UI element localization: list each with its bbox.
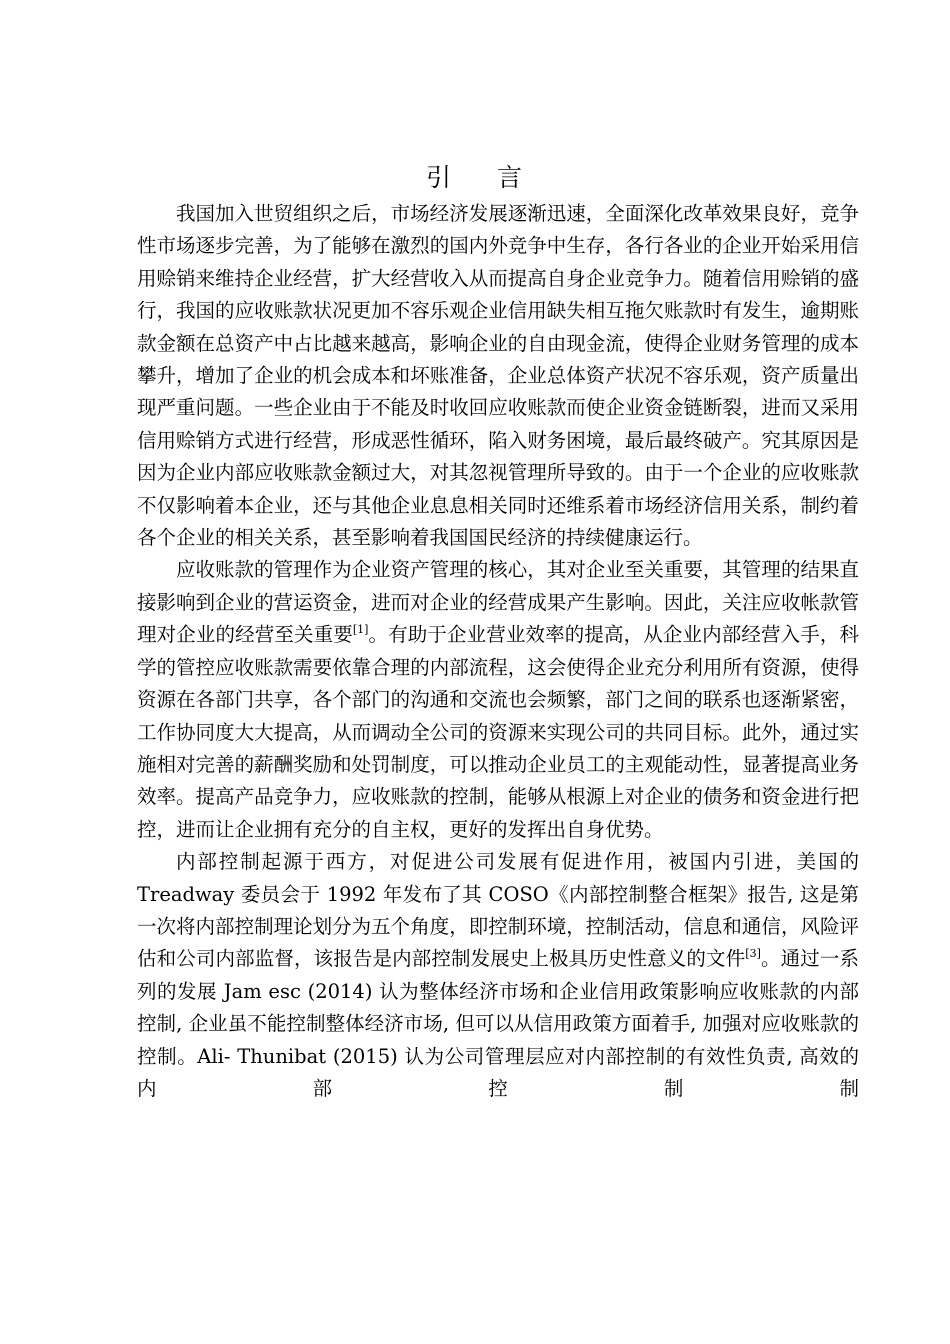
paragraph-2 bbox=[137, 554, 859, 846]
paragraph-3-text-b: 。通过一系列的发展 Jam esc (2014) 认为整体经济市场和企业信用政策影响应收账款的内部控制, 企业虽不能控制整体经济市场, 但可以从信用政策方面着手, 加强对应收账款的控制。Ali- Thunibat (2015) 认为公司管理层应对内部控制的有效性负责, 高效的内部控制制 bbox=[137, 947, 859, 1100]
paragraph-2-text-b: 。有助于企业营业效率的提高，从企业内部经营入手，科学的管控应收账款需要依靠合理的内部流程，这会使得企业充分利用所有资源，使得资源在各部门共享，各个部门的沟通和交流也会频繁，部门之间的联系也逐渐紧密，工作协同度大大提高，从而调动全公司的资源来实现公司的共同目标。此外，通过实施相对完善的薪酬奖励和处罚制度，可以推动企业员工的主观能动性，显著提高业务效率。提高产品竞争力，应收账款的控制，能够从根源上对企业的债务和资金进行把控，进而让企业拥有充分的自主权，更好的发挥出自身优势。 bbox=[137, 623, 859, 841]
title-char-1: 引 bbox=[425, 163, 453, 192]
citation-1: [1] bbox=[352, 623, 369, 637]
paragraph-2-text-a: 应收账款的管理作为企业资产管理的核心，其对企业至关重要，其管理的结果直接影响到企业的营运资金，进而对企业的经营成果产生影响。因此，关注应收帐款管理对企业的经营至关重要 bbox=[137, 558, 859, 647]
body-text bbox=[137, 198, 859, 1105]
paragraph-1 bbox=[137, 198, 859, 554]
title-char-2: 言 bbox=[497, 163, 525, 192]
paragraph-3-text-a: 内部控制起源于西方，对促进公司发展有促进作用，被国内引进，美国的 Treadway 委员会于 1992 年发布了其 COSO《内部控制整合框架》报告, 这是第一次将内部控制理论划分为五个角度，即控制环境，控制活动，信息和通信，风险评估和公司内部监督，该报告是内部控制发展史上极具历史性意义的文件 bbox=[137, 850, 859, 971]
section-title bbox=[0, 160, 950, 196]
citation-3: [3] bbox=[745, 947, 761, 961]
paragraph-3 bbox=[137, 846, 859, 1105]
paragraph-1-text: 我国加入世贸组织之后，市场经济发展逐渐迅速，全面深化改革效果良好，竞争性市场逐步完善，为了能够在激烈的国内外竞争中生存，各行各业的企业开始采用信用赊销来维持企业经营，扩大经营收入从而提高自身企业竞争力。随着信用赊销的盛行，我国的应收账款状况更加不容乐观企业信用缺失相互拖欠账款时有发生，逾期账款金额在总资产中占比越来越高，影响企业的自由现金流，使得企业财务管理的成本攀升，增加了企业的机会成本和坏账准备，企业总体资产状况不容乐观，资产质量出现严重问题。一些企业由于不能及时收回应收账款而使企业资金链断裂，进而又采用信用赊销方式进行经营，形成恶性循环，陷入财务困境，最后最终破产。究其原因是因为企业内部应收账款金额过大，对其忽视管理所导致的。由于一个企业的应收账款不仅影响着本企业，还与其他企业息息相关同时还维系着市场经济信用关系，制约着各个企业的相关关系，甚至影响着我国国民经济的持续健康运行。 bbox=[137, 202, 859, 550]
